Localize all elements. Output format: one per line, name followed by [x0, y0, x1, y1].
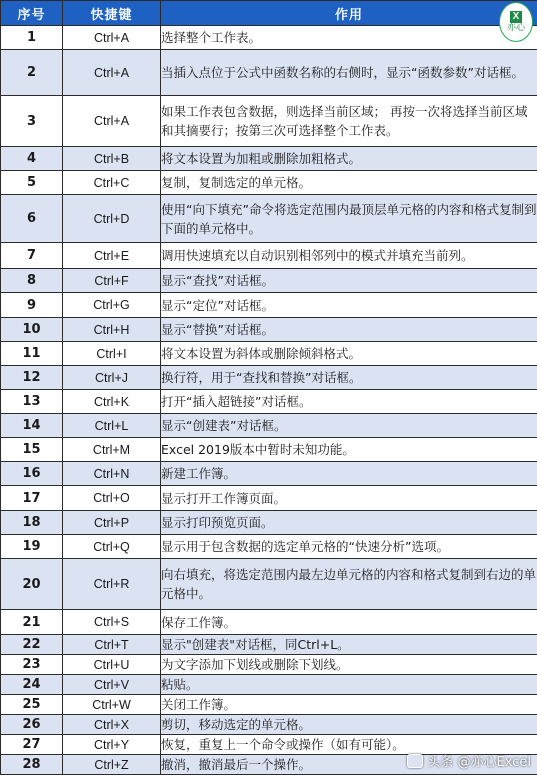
- description: 将文本设置为加粗或删除加粗格式。: [161, 147, 537, 171]
- description: 将文本设置为斜体或删除倾斜格式。: [161, 342, 537, 366]
- row-number: 2: [1, 50, 63, 96]
- shortcut-key: Ctrl+G: [63, 293, 161, 318]
- shortcut-key: Ctrl+W: [63, 695, 161, 715]
- row-number: 19: [1, 535, 63, 559]
- description: 剪切，移动选定的单元格。: [161, 715, 537, 735]
- description: Excel 2019版本中暂时未知功能。: [161, 438, 537, 462]
- table-row: [1, 147, 537, 171]
- table-row: [1, 610, 537, 635]
- description: 保存工作簿。: [161, 610, 537, 635]
- table-row: [1, 26, 537, 50]
- shortcut-key: Ctrl+K: [63, 390, 161, 414]
- row-number: 15: [1, 438, 63, 462]
- shortcut-key: Ctrl+A: [63, 50, 161, 96]
- row-number: 14: [1, 414, 63, 438]
- header-row: [1, 1, 537, 26]
- row-number: 25: [1, 695, 63, 715]
- watermark: [407, 751, 531, 770]
- shortcut-key: Ctrl+A: [63, 26, 161, 50]
- table-row: [1, 366, 537, 390]
- header-no: 序号: [1, 1, 63, 26]
- row-number: 20: [1, 559, 63, 610]
- excel-icon: X: [510, 11, 523, 23]
- table-row: [1, 269, 537, 293]
- table-row: [1, 511, 537, 535]
- shortcut-key: Ctrl+I: [63, 342, 161, 366]
- row-number: 22: [1, 635, 63, 655]
- description: 调用快速填充以自动识别相邻列中的模式并填充当前列。: [161, 243, 537, 269]
- shortcut-key: Ctrl+Y: [63, 735, 161, 755]
- table-row: [1, 195, 537, 243]
- shortcut-key: Ctrl+C: [63, 171, 161, 195]
- shortcut-key: Ctrl+Q: [63, 535, 161, 559]
- shortcut-key: Ctrl+A: [63, 96, 161, 147]
- row-number: 13: [1, 390, 63, 414]
- shortcut-key: Ctrl+L: [63, 414, 161, 438]
- description: 使用“向下填充”命令将选定范围内最顶层单元格的内容和格式复制到下面的单元格中。: [161, 195, 537, 243]
- shortcut-key: Ctrl+U: [63, 655, 161, 675]
- row-number: 27: [1, 735, 63, 755]
- shortcut-key: Ctrl+F: [63, 269, 161, 293]
- shortcut-key: Ctrl+Z: [63, 755, 161, 775]
- shortcut-key: Ctrl+P: [63, 511, 161, 535]
- row-number: 8: [1, 269, 63, 293]
- row-number: 26: [1, 715, 63, 735]
- shortcut-key: Ctrl+S: [63, 610, 161, 635]
- row-number: 28: [1, 755, 63, 775]
- row-number: 16: [1, 462, 63, 486]
- row-number: 5: [1, 171, 63, 195]
- table-row: [1, 559, 537, 610]
- table-row: [1, 675, 537, 695]
- table-row: [1, 342, 537, 366]
- table-row: [1, 438, 537, 462]
- row-number: 18: [1, 511, 63, 535]
- shortcut-key: Ctrl+H: [63, 318, 161, 342]
- header-description: 作用: [161, 1, 537, 26]
- table-row: [1, 243, 537, 269]
- toutiao-icon: [407, 754, 423, 768]
- table-row: [1, 171, 537, 195]
- description: 打开“插入超链接”对话框。: [161, 390, 537, 414]
- table-row: [1, 535, 537, 559]
- description: 恢复，重复上一个命令或操作（如有可能）。: [161, 735, 537, 755]
- description: 显示“创建表”对话框。: [161, 414, 537, 438]
- shortcut-key: Ctrl+T: [63, 635, 161, 655]
- shortcut-key: Ctrl+R: [63, 559, 161, 610]
- description: 撤消，撤消最后一个操作。: [161, 755, 537, 775]
- row-number: 6: [1, 195, 63, 243]
- description: 显示“定位”对话框。: [161, 293, 537, 318]
- description: 选择整个工作表。: [161, 26, 537, 50]
- row-number: 17: [1, 486, 63, 511]
- table-row: [1, 635, 537, 655]
- description: 显示“查找”对话框。: [161, 269, 537, 293]
- shortcut-key: Ctrl+M: [63, 438, 161, 462]
- description: 显示打开工作簿页面。: [161, 486, 537, 511]
- shortcut-key: Ctrl+J: [63, 366, 161, 390]
- description: 显示用于包含数据的选定单元格的“快速分析”选项。: [161, 535, 537, 559]
- shortcut-key: Ctrl+N: [63, 462, 161, 486]
- description: 显示"创建表"对话框，同Ctrl+L。: [161, 635, 537, 655]
- table-row: [1, 318, 537, 342]
- table-row: [1, 96, 537, 147]
- description: 新建工作簿。: [161, 462, 537, 486]
- row-number: 9: [1, 293, 63, 318]
- row-number: 10: [1, 318, 63, 342]
- table-row: [1, 486, 537, 511]
- row-number: 3: [1, 96, 63, 147]
- table-row: [1, 390, 537, 414]
- row-number: 11: [1, 342, 63, 366]
- table-row: [1, 414, 537, 438]
- row-number: 23: [1, 655, 63, 675]
- description: 关闭工作簿。: [161, 695, 537, 715]
- description: 向右填充，将选定范围内最左边单元格的内容和格式复制到右边的单元格中。: [161, 559, 537, 610]
- row-number: 7: [1, 243, 63, 269]
- description: 显示打印预览页面。: [161, 511, 537, 535]
- description: 如果工作表包含数据，则选择当前区域； 再按一次将选择当前区域和其摘要行；按第三次可选择整个工作表。: [161, 96, 537, 147]
- header-shortcut: 快捷键: [63, 1, 161, 26]
- shortcut-key: Ctrl+E: [63, 243, 161, 269]
- watermark-text: 头条 @亦心Excel: [427, 755, 531, 770]
- row-number: 21: [1, 610, 63, 635]
- row-number: 24: [1, 675, 63, 695]
- shortcut-key: Ctrl+X: [63, 715, 161, 735]
- row-number: 4: [1, 147, 63, 171]
- table-row: [1, 655, 537, 675]
- row-number: 1: [1, 26, 63, 50]
- table-row: [1, 50, 537, 96]
- description: 显示“替换”对话框。: [161, 318, 537, 342]
- description: 换行符，用于“查找和替换”对话框。: [161, 366, 537, 390]
- table-row: [1, 293, 537, 318]
- table-row: [1, 715, 537, 735]
- table-row: [1, 462, 537, 486]
- table-row: [1, 695, 537, 715]
- shortcut-key: Ctrl+D: [63, 195, 161, 243]
- logo-text: 亦心: [506, 22, 525, 33]
- description: 复制，复制选定的单元格。: [161, 171, 537, 195]
- brand-logo: [499, 2, 533, 42]
- row-number: 12: [1, 366, 63, 390]
- shortcut-key: Ctrl+O: [63, 486, 161, 511]
- shortcut-key: Ctrl+B: [63, 147, 161, 171]
- shortcut-key: Ctrl+V: [63, 675, 161, 695]
- description: 当插入点位于公式中函数名称的右侧时，显示“函数参数”对话框。: [161, 50, 537, 96]
- description: 为文字添加下划线或删除下划线。: [161, 655, 537, 675]
- description: 粘贴。: [161, 675, 537, 695]
